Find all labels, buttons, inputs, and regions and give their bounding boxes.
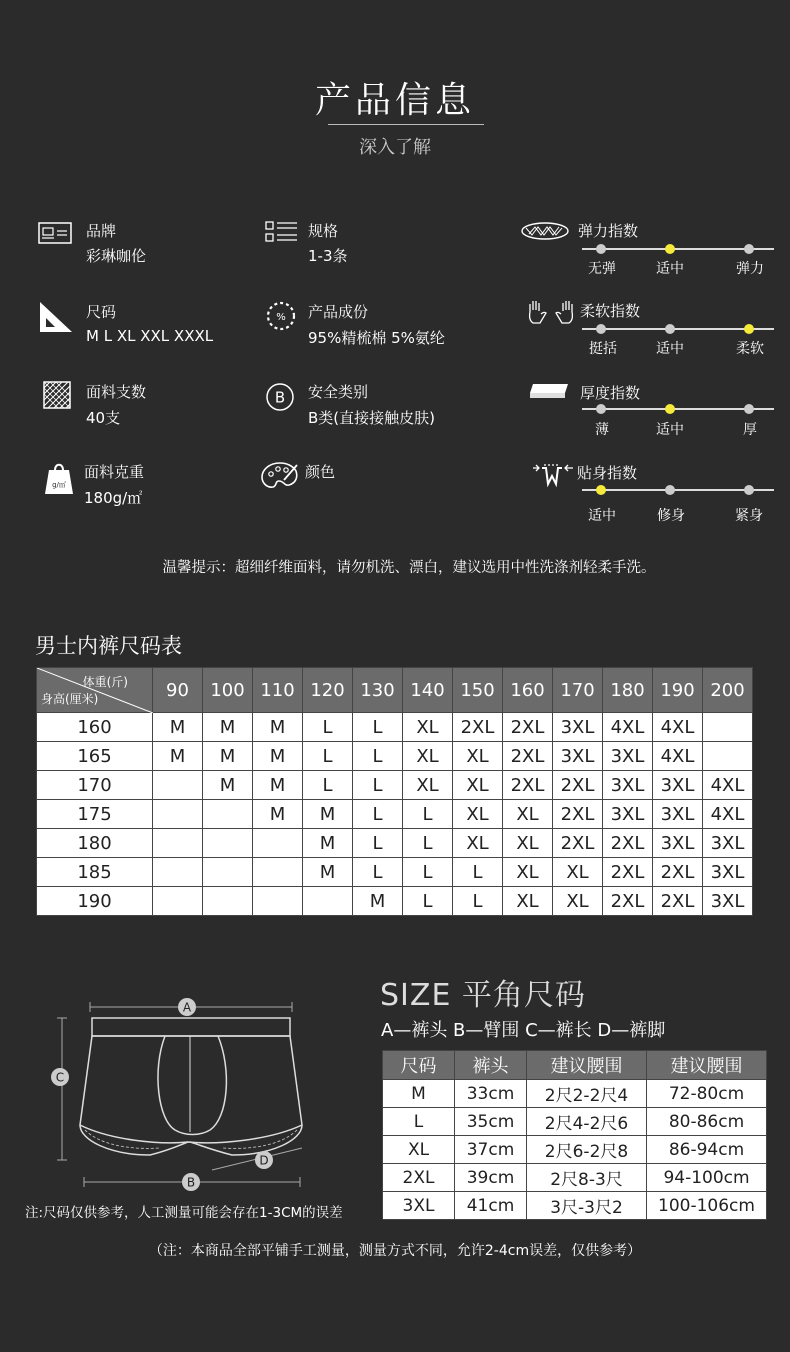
boxer-measure-diagram	[40, 990, 370, 1200]
size-cell: 3XL	[603, 742, 653, 771]
size-cell: L	[353, 858, 403, 887]
size-chart-table	[36, 667, 753, 916]
size-cell: XL	[553, 858, 603, 887]
weight-header: 120	[303, 668, 353, 713]
fit-tick-2: 紧身	[735, 508, 763, 524]
size-cell: 4XL	[703, 800, 753, 829]
size-cell: XL	[453, 829, 503, 858]
size-cell: L	[353, 829, 403, 858]
flat-size-cell: 100-106cm	[647, 1192, 767, 1220]
flat-header: 建议腰围	[527, 1051, 647, 1080]
hands-icon	[526, 298, 576, 328]
size-cell: M	[353, 887, 403, 916]
flat-size-cell: L	[383, 1108, 455, 1136]
size-cell: 2XL	[553, 771, 603, 800]
size-cell: L	[303, 771, 353, 800]
attr-composition	[265, 300, 485, 350]
size-cell: 2XL	[603, 858, 653, 887]
size-cell: 2XL	[653, 858, 703, 887]
size-cell: XL	[453, 742, 503, 771]
softness-dot-2	[744, 324, 754, 334]
softness-tick-0: 挺括	[589, 341, 617, 357]
weight-header: 90	[153, 668, 203, 713]
spec-label: 规格	[308, 222, 339, 240]
elasticity-dot-0	[596, 244, 606, 254]
size-cell: M	[203, 742, 253, 771]
size-cell: 3XL	[553, 742, 603, 771]
composition-value: 95%精梳棉 5%氨纶	[308, 329, 445, 347]
spec-value: 1-3条	[308, 247, 348, 265]
table-row	[37, 800, 753, 829]
care-tip: 温馨提示：超细纤维面料，请勿机洗、漂白，建议选用中性洗涤剂轻柔手洗。	[162, 560, 656, 576]
size-cell: M	[253, 771, 303, 800]
size-cell	[303, 887, 353, 916]
size-cell: 2XL	[453, 713, 503, 742]
dim-a-label: A	[182, 1000, 192, 1015]
thickness-tick-1: 适中	[656, 422, 684, 438]
size-cell: 2XL	[603, 829, 653, 858]
fit-dot-0	[596, 485, 606, 495]
size-cell: L	[303, 742, 353, 771]
size-cell: L	[353, 742, 403, 771]
attr-brand	[38, 220, 238, 270]
height-cell: 190	[37, 887, 153, 916]
size-cell	[253, 858, 303, 887]
thickness-tick-0: 薄	[595, 422, 609, 438]
ruler-triangle-icon	[38, 300, 74, 334]
size-cell: 2XL	[503, 713, 553, 742]
flat-header: 尺码	[383, 1051, 455, 1080]
size-value: M L XL XXL XXXL	[86, 327, 214, 345]
height-cell: 165	[37, 742, 153, 771]
size-cell	[253, 829, 303, 858]
size-cell	[203, 887, 253, 916]
attr-size	[38, 300, 238, 350]
table-row	[37, 742, 753, 771]
table-row	[383, 1136, 767, 1164]
table-row	[383, 1080, 767, 1108]
size-cell: XL	[403, 713, 453, 742]
svg-text:g/㎡: g/㎡	[52, 481, 66, 489]
size-cell: L	[403, 800, 453, 829]
weight-header: 200	[703, 668, 753, 713]
attr-safety	[265, 380, 485, 430]
size-cell: M	[253, 742, 303, 771]
fit-tick-1: 修身	[657, 508, 685, 524]
weight-header: 100	[203, 668, 253, 713]
flat-size-cell: 80-86cm	[647, 1108, 767, 1136]
fabric-weave-icon	[42, 380, 76, 412]
size-cell: M	[303, 800, 353, 829]
flat-size-cell: 3XL	[383, 1192, 455, 1220]
softness-dot-1	[665, 324, 675, 334]
size-cell: 3XL	[653, 800, 703, 829]
size-cell: M	[303, 858, 353, 887]
size-cell	[153, 887, 203, 916]
size-cell	[153, 800, 203, 829]
attr-yarn	[38, 380, 238, 430]
flat-size-cell: M	[383, 1080, 455, 1108]
flat-size-cell: 2尺4-2尺6	[527, 1108, 647, 1136]
size-cell: 2XL	[603, 887, 653, 916]
softness-tick-1: 适中	[656, 341, 684, 357]
size-cell: 3XL	[703, 829, 753, 858]
flat-size-cell: XL	[383, 1136, 455, 1164]
page-subtitle: 深入了解	[359, 137, 431, 158]
size-cell: M	[203, 771, 253, 800]
weight-header: 180	[603, 668, 653, 713]
flat-size-cell: 2尺6-2尺8	[527, 1136, 647, 1164]
size-cell	[153, 858, 203, 887]
height-cell: 175	[37, 800, 153, 829]
size-cell: L	[403, 829, 453, 858]
table-row	[383, 1108, 767, 1136]
safety-label: 安全类别	[308, 383, 369, 401]
weight-header: 150	[453, 668, 503, 713]
size-cell: 3XL	[653, 829, 703, 858]
size-cell	[203, 829, 253, 858]
size-cell: 2XL	[553, 829, 603, 858]
elasticity-label: 弹力指数	[578, 222, 639, 240]
body-fit-icon	[532, 462, 574, 488]
size-cell: XL	[503, 829, 553, 858]
yarn-label: 面料支数	[86, 383, 147, 401]
height-cell: 180	[37, 829, 153, 858]
size-cell: 3XL	[603, 771, 653, 800]
page-title: 产品信息	[314, 80, 475, 121]
flat-size-cell: 39cm	[455, 1164, 527, 1192]
weight-header: 130	[353, 668, 403, 713]
thickness-dot-1	[665, 404, 675, 414]
flat-size-cell: 35cm	[455, 1108, 527, 1136]
thickness-label: 厚度指数	[580, 384, 641, 402]
title-divider	[328, 124, 484, 125]
table-row	[37, 713, 753, 742]
flat-size-legend: A—裤头 B—臂围 C—裤长 D—裤脚	[381, 1020, 666, 1041]
weight-value: 180g/㎡	[84, 489, 143, 507]
size-cell	[153, 829, 203, 858]
svg-text:B: B	[274, 388, 286, 407]
size-cell: 4XL	[653, 742, 703, 771]
table-row	[37, 858, 753, 887]
weight-icon	[44, 460, 78, 496]
flat-size-cell: 86-94cm	[647, 1136, 767, 1164]
flat-size-cell: 37cm	[455, 1136, 527, 1164]
flat-size-cell: 3尺-3尺2	[527, 1192, 647, 1220]
scale-elasticity	[520, 218, 780, 280]
height-cell: 160	[37, 713, 153, 742]
table-row	[37, 887, 753, 916]
weight-header: 190	[653, 668, 703, 713]
fit-dot-1	[665, 485, 675, 495]
size-cell: M	[153, 742, 203, 771]
weight-header: 170	[553, 668, 603, 713]
size-cell: L	[453, 887, 503, 916]
elasticity-tick-1: 适中	[656, 261, 684, 277]
size-cell	[153, 771, 203, 800]
softness-dot-0	[596, 324, 606, 334]
thickness-dot-2	[744, 404, 754, 414]
table-row	[37, 829, 753, 858]
scale-softness	[520, 298, 780, 360]
percent-cycle-icon	[265, 300, 297, 332]
attr-spec	[265, 220, 485, 270]
size-cell	[253, 887, 303, 916]
attr-color	[260, 460, 480, 510]
size-label: 尺码	[86, 303, 117, 321]
size-cell: XL	[403, 742, 453, 771]
brand-label: 品牌	[86, 222, 117, 240]
fit-label: 贴身指数	[577, 464, 638, 482]
softness-label: 柔软指数	[580, 302, 641, 320]
brand-card-icon	[38, 222, 72, 246]
size-cell: M	[203, 713, 253, 742]
table-row	[37, 771, 753, 800]
attr-weight	[38, 460, 238, 510]
elastic-band-icon	[520, 220, 570, 242]
svg-text:%: %	[276, 312, 286, 323]
flat-header: 裤头	[455, 1051, 527, 1080]
size-chart-title: 男士内裤尺码表	[35, 634, 182, 658]
dim-c-label: C	[55, 1070, 65, 1085]
size-cell: XL	[503, 800, 553, 829]
elasticity-tick-0: 无弹	[588, 261, 616, 277]
size-cell: 2XL	[503, 742, 553, 771]
size-cell: L	[403, 858, 453, 887]
flat-size-cell: 33cm	[455, 1080, 527, 1108]
thickness-tick-2: 厚	[743, 422, 757, 438]
flat-size-cell: 2尺8-3尺	[527, 1164, 647, 1192]
bottom-note: （注：本商品全部平铺手工测量，测量方式不同，允许2-4cm误差，仅供参考）	[148, 1243, 642, 1259]
weight-label: 面料克重	[84, 463, 145, 481]
table-row	[383, 1192, 767, 1220]
flat-size-table	[382, 1050, 767, 1220]
size-cell: XL	[503, 858, 553, 887]
flat-size-title: SIZE 平角尺码	[380, 978, 586, 1013]
size-cell: 4XL	[603, 713, 653, 742]
size-cell: L	[353, 713, 403, 742]
size-cell: M	[253, 713, 303, 742]
flat-size-cell: 41cm	[455, 1192, 527, 1220]
elasticity-dot-1	[665, 244, 675, 254]
palette-icon	[260, 460, 300, 492]
size-cell: 3XL	[553, 713, 603, 742]
size-cell: L	[303, 713, 353, 742]
height-cell: 170	[37, 771, 153, 800]
size-chart-corner	[37, 668, 153, 713]
thickness-dot-0	[596, 404, 606, 414]
table-row	[383, 1164, 767, 1192]
color-label: 颜色	[305, 463, 336, 481]
size-cell	[703, 713, 753, 742]
scale-fit	[520, 460, 780, 524]
measure-note: 注:尺码仅供参考，人工测量可能会存在1-3CM的误差	[25, 1205, 343, 1221]
size-cell: 3XL	[703, 887, 753, 916]
elasticity-dot-2	[744, 244, 754, 254]
weight-header: 110	[253, 668, 303, 713]
fabric-layer-icon	[528, 382, 570, 402]
safety-value: B类(直接接触皮肤)	[308, 409, 435, 427]
size-cell: XL	[403, 771, 453, 800]
yarn-value: 40支	[86, 409, 121, 427]
fit-tick-0: 适中	[588, 508, 616, 524]
scale-thickness	[520, 380, 780, 442]
flat-size-header-row	[383, 1051, 767, 1080]
size-cell: L	[403, 887, 453, 916]
size-cell: XL	[553, 887, 603, 916]
size-cell	[703, 742, 753, 771]
height-cell: 185	[37, 858, 153, 887]
size-cell: 2XL	[653, 887, 703, 916]
fit-dot-2	[744, 485, 754, 495]
size-cell: M	[153, 713, 203, 742]
composition-label: 产品成份	[308, 303, 369, 321]
size-cell: XL	[453, 771, 503, 800]
corner-height-label: 身高(厘米)	[41, 692, 99, 706]
flat-size-cell: 2尺2-2尺4	[527, 1080, 647, 1108]
size-cell: M	[303, 829, 353, 858]
flat-size-cell: 72-80cm	[647, 1080, 767, 1108]
elasticity-tick-2: 弹力	[736, 261, 764, 277]
weight-header: 140	[403, 668, 453, 713]
size-cell: 4XL	[653, 713, 703, 742]
size-cell	[203, 858, 253, 887]
flat-size-cell: 94-100cm	[647, 1164, 767, 1192]
dim-b-label: B	[186, 1175, 196, 1190]
size-cell: 3XL	[653, 771, 703, 800]
size-cell: M	[253, 800, 303, 829]
softness-tick-2: 柔软	[736, 341, 764, 357]
size-cell	[203, 800, 253, 829]
flat-size-cell: 2XL	[383, 1164, 455, 1192]
list-icon	[265, 220, 299, 244]
size-cell: 2XL	[503, 771, 553, 800]
size-cell: XL	[453, 800, 503, 829]
safety-b-icon	[265, 382, 295, 412]
size-cell: L	[353, 800, 403, 829]
flat-header: 建议腰围	[647, 1051, 767, 1080]
size-cell: L	[353, 771, 403, 800]
size-cell: 2XL	[553, 800, 603, 829]
size-cell: XL	[503, 887, 553, 916]
size-cell: L	[453, 858, 503, 887]
brand-value: 彩琳咖伦	[86, 247, 147, 265]
size-cell: 4XL	[703, 771, 753, 800]
size-cell: 3XL	[603, 800, 653, 829]
corner-weight-label: 体重(斤)	[82, 675, 128, 689]
dim-d-label: D	[259, 1153, 269, 1168]
weight-header: 160	[503, 668, 553, 713]
size-cell: 3XL	[703, 858, 753, 887]
size-chart-header-row	[37, 668, 753, 713]
